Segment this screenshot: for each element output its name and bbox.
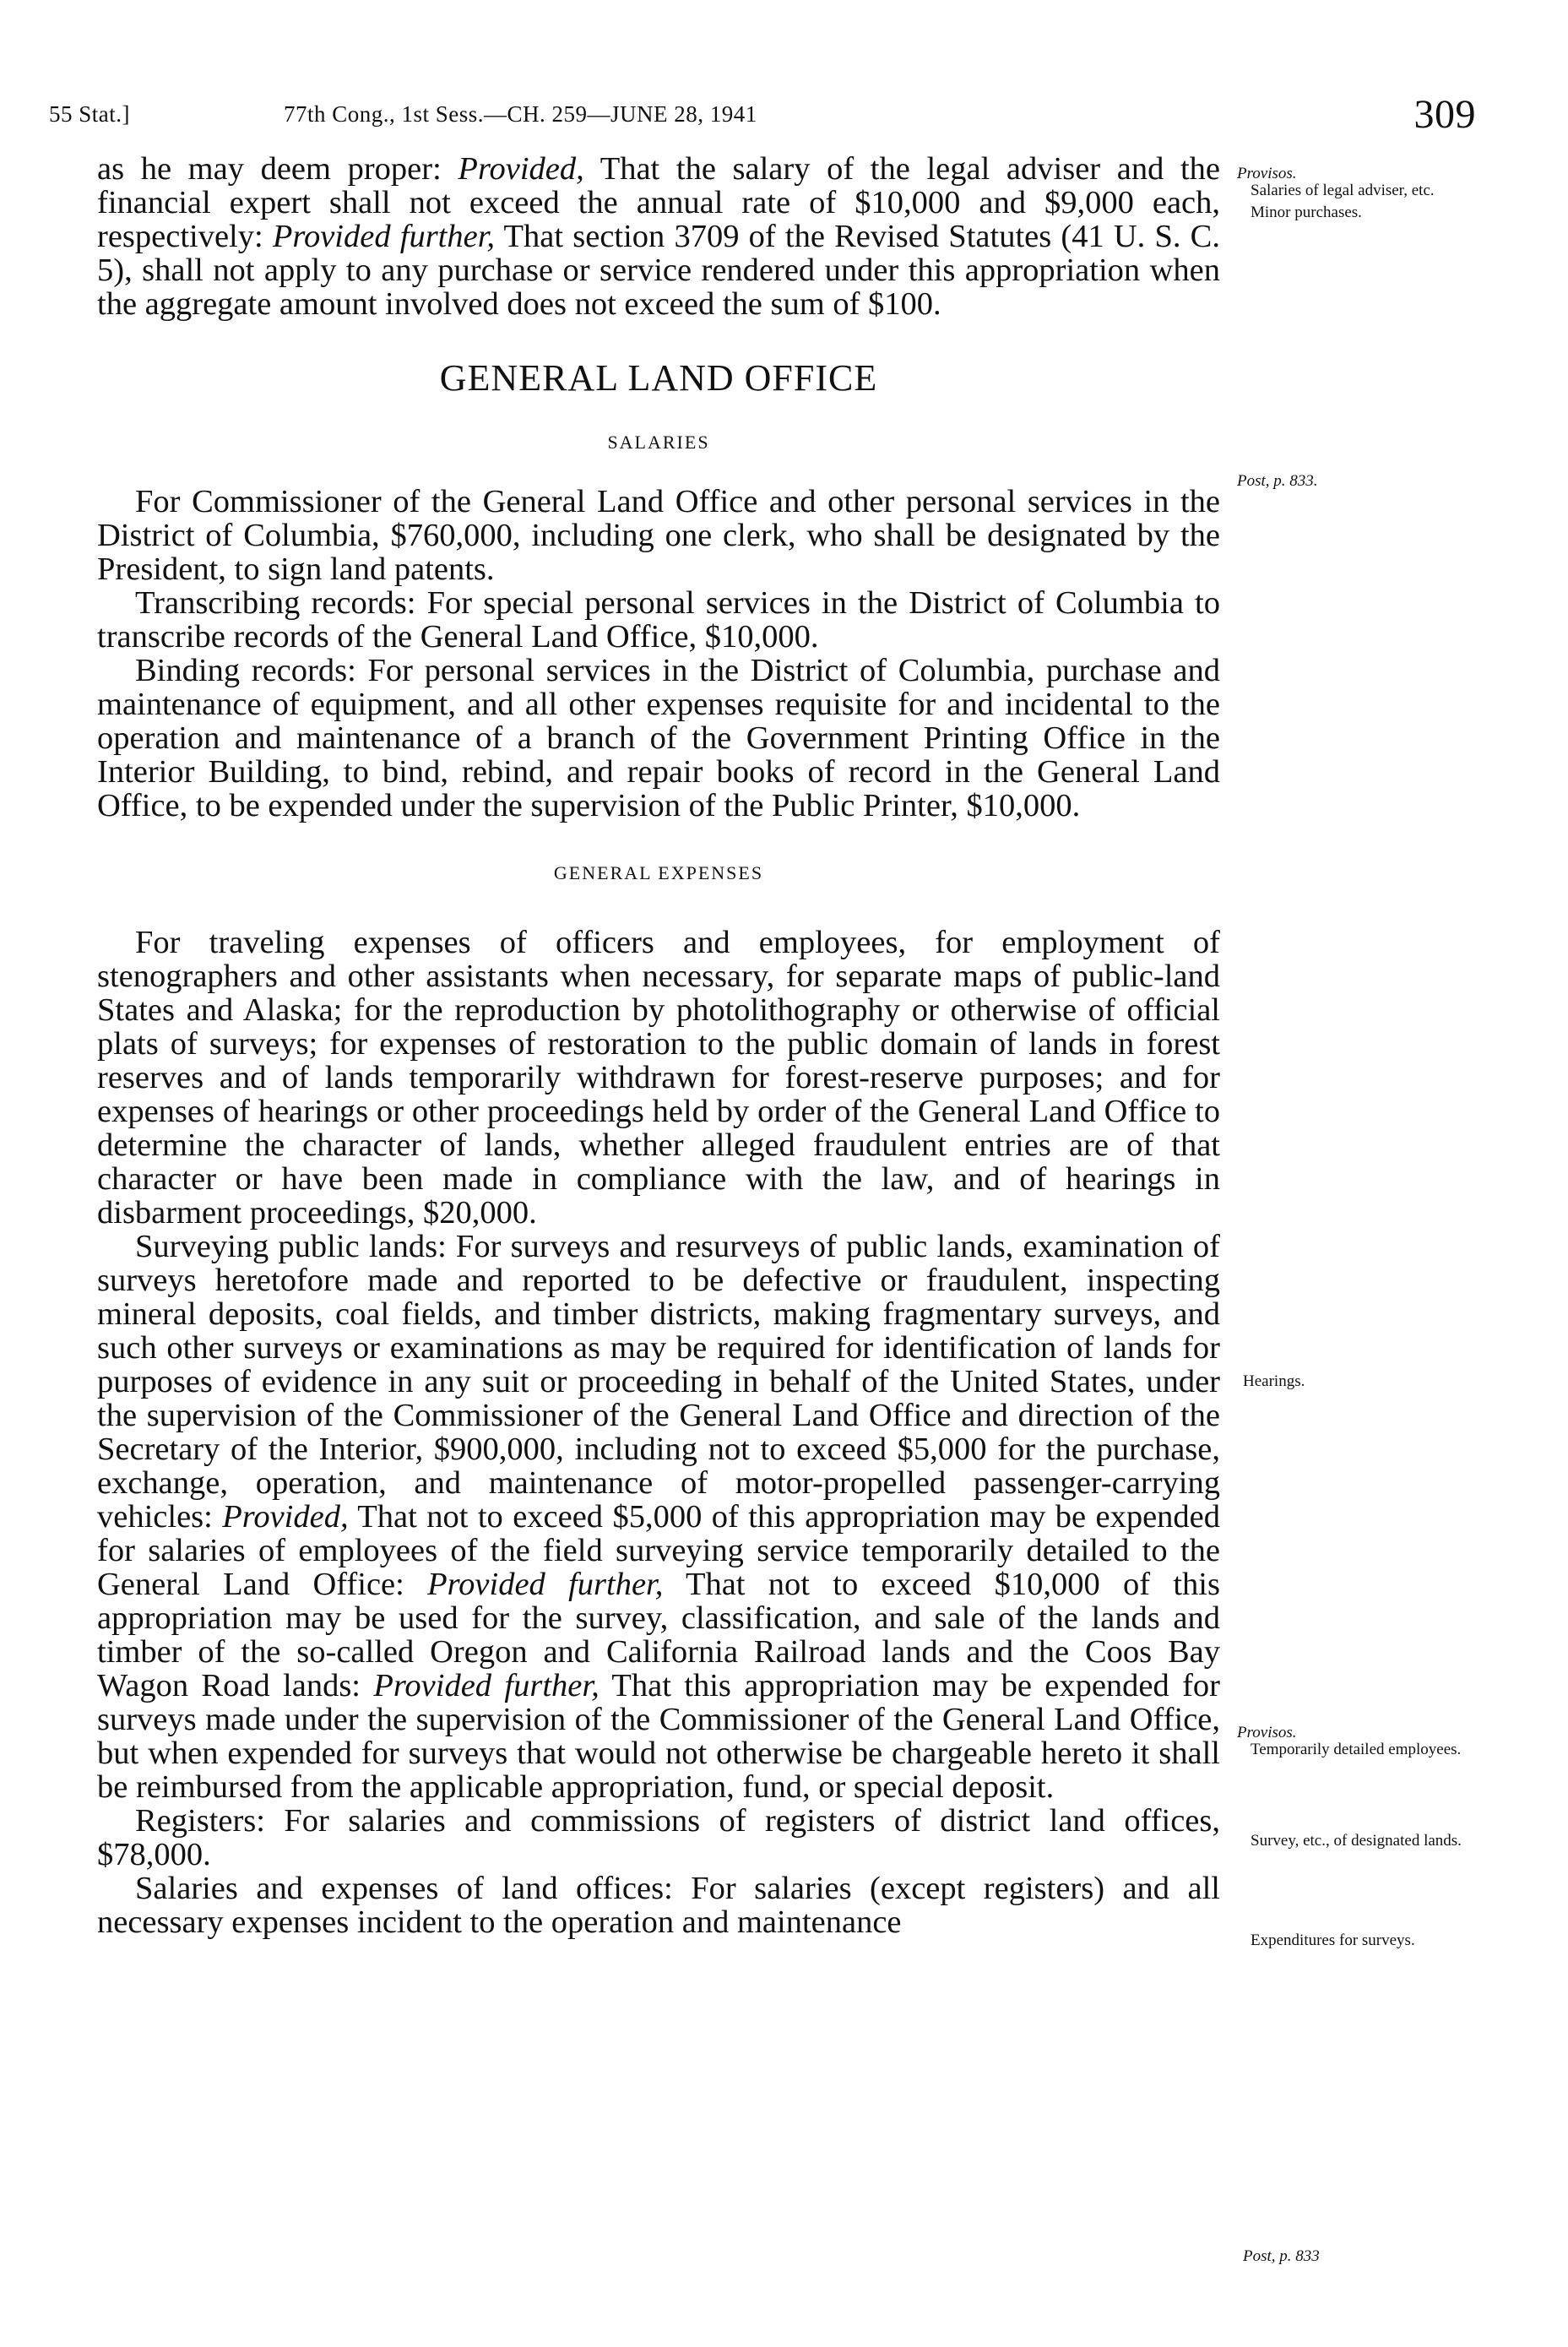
- paragraph-binding-records: Binding records: For personal services in the District of Columbia, purchase and maintenance of equipment, and all other expenses requisite for and incidental to the operation and maintenance of a branch of the Government Printing Office in the Interior Building, to bind, rebind, and repair books of record in the General Land Office, to be expended under the supervision of the Public Printer, $10,000.: [97, 653, 1220, 823]
- text-run: That not to exceed $5,000 of this appropriation may be expended for salaries of employees of the field surveying service temporarily detailed to the General Land Office:: [97, 1499, 1221, 1602]
- sidenote-text: Minor purchases.: [1251, 204, 1362, 221]
- sidenote-provisos-legal-adviser: [1237, 166, 1507, 221]
- sidenote-label: Post, p. 833: [1243, 2247, 1320, 2265]
- sidenote-post-833-b: [1243, 2248, 1513, 2265]
- paragraph-commissioner: For Commissioner of the General Land Office and other personal services in the District of Columbia, $760,000, including one clerk, who shall be designated by the President, to sign land patents.: [97, 484, 1220, 587]
- paragraph-provisos-legal-adviser: [97, 152, 1220, 321]
- sidenote-provisos-temporary: [1237, 1725, 1507, 1758]
- section-heading: GENERAL LAND OFFICE: [439, 357, 878, 399]
- italic-provided-further: Provided further,: [272, 219, 496, 254]
- sidenote-designated-lands: [1237, 1833, 1507, 1850]
- sidenote-label: Provisos.: [1237, 1724, 1297, 1741]
- sidenote-text: Expenditures for surveys.: [1251, 1931, 1415, 1949]
- page-number: 309: [1413, 92, 1476, 137]
- main-text: [97, 152, 1220, 1939]
- paragraph-registers: Registers: For salaries and commissions of registers of district land offices, $78,000.: [97, 1803, 1220, 1872]
- salaries-heading: SALARIES: [607, 432, 710, 453]
- sidenote-text: Hearings.: [1243, 1372, 1305, 1390]
- text-run: Surveying public lands: For surveys and resurveys of public lands, examination of surveys heretofore made and reported to be defective or fraudulent, inspecting mineral deposits, coal fields, and timber districts, making fragmentary surveys, and such other surveys or examinations as may be required for identification of lands for purposes of evidence in any suit or proceeding in behalf of the United States, under the supervision of the Commissioner of the General Land Office and direction of the Secretary of the Interior, $900,000, including not to exceed $5,000 for the purchase, exchange, operation, and maintenance of motor-propelled passenger-carrying vehicles:: [97, 1229, 1220, 1535]
- text-run: as he may deem proper:: [97, 151, 458, 187]
- italic-provided: Provided,: [458, 151, 584, 187]
- session-chapter-date: 77th Cong., 1st Sess.—CH. 259—JUNE 28, 1941: [284, 101, 757, 127]
- sidenote-text: Survey, etc., of designated lands.: [1251, 1832, 1462, 1850]
- italic-provided-further: Provided further,: [427, 1567, 664, 1602]
- italic-provided-further: Provided further,: [373, 1668, 600, 1703]
- sidenote-expenditures-surveys: [1237, 1932, 1507, 1949]
- paragraph-traveling-expenses: For traveling expenses of officers and employees, for employment of stenographers and other assistants when necessary, for separate maps of public-land States and Alaska; for the reproduction by photolithography or otherwise of official plats of surveys; for expenses of restoration to the public domain of lands in forest reserves and of lands temporarily withdrawn for forest-reserve purposes; and for expenses of hearings or other proceedings held by order of the General Land Office to determine the character of lands, whether alleged fraudulent entries are of that character or have been made in compliance with the law, and of hearings in disbarment proceedings, $20,000.: [97, 925, 1220, 1231]
- paragraph-surveying-public-lands: [97, 1230, 1220, 1804]
- sidenote-hearings: [1243, 1373, 1513, 1390]
- sidenote-label: Post, p. 833.: [1237, 472, 1318, 490]
- text-run: That not to exceed $10,000 of this appropriation may be used for the survey, classification, and sale of the lands and timber of the so-called Oregon and California Railroad lands and the Coos Bay Wagon Road lands:: [97, 1567, 1220, 1703]
- paragraph-land-offices: Salaries and expenses of land offices: For salaries (except registers) and all necessary expenses incident to the operation and maintenance: [97, 1871, 1220, 1940]
- text-run: That the salary of the legal adviser and the financial expert shall not exceed the annual rate of $10,000 and $9,000 each, respectively:: [97, 151, 1220, 254]
- text-run: That this appropriation may be expended for surveys made under the supervision of the Commissioner of the General Land Office, but when expended for surveys that would not otherwise be chargeable hereto it shall be reimbursed from the applicable appropriation, fund, or special deposit.: [97, 1668, 1221, 1805]
- general-expenses-heading: GENERAL EXPENSES: [553, 862, 764, 883]
- text-run: That section 3709 of the Revised Statutes (41 U. S. C. 5), shall not apply to any purchase or service rendered under this appropriation when the aggregate amount involved does not exceed the sum of $100.: [97, 219, 1220, 322]
- sidenote-post-833: [1237, 473, 1507, 490]
- sidenote-text: Temporarily detailed employees.: [1251, 1741, 1462, 1758]
- sidenote-text: Salaries of legal adviser, etc.: [1251, 182, 1435, 199]
- statute-volume: 55 Stat.]: [49, 101, 130, 127]
- running-head: [49, 91, 1476, 142]
- paragraph-transcribing-records: Transcribing records: For special personal services in the District of Columbia to transcribe records of the General Land Office, $10,000.: [97, 585, 1220, 655]
- italic-provided: Provided,: [222, 1499, 349, 1535]
- sidenote-label: Provisos.: [1237, 165, 1297, 182]
